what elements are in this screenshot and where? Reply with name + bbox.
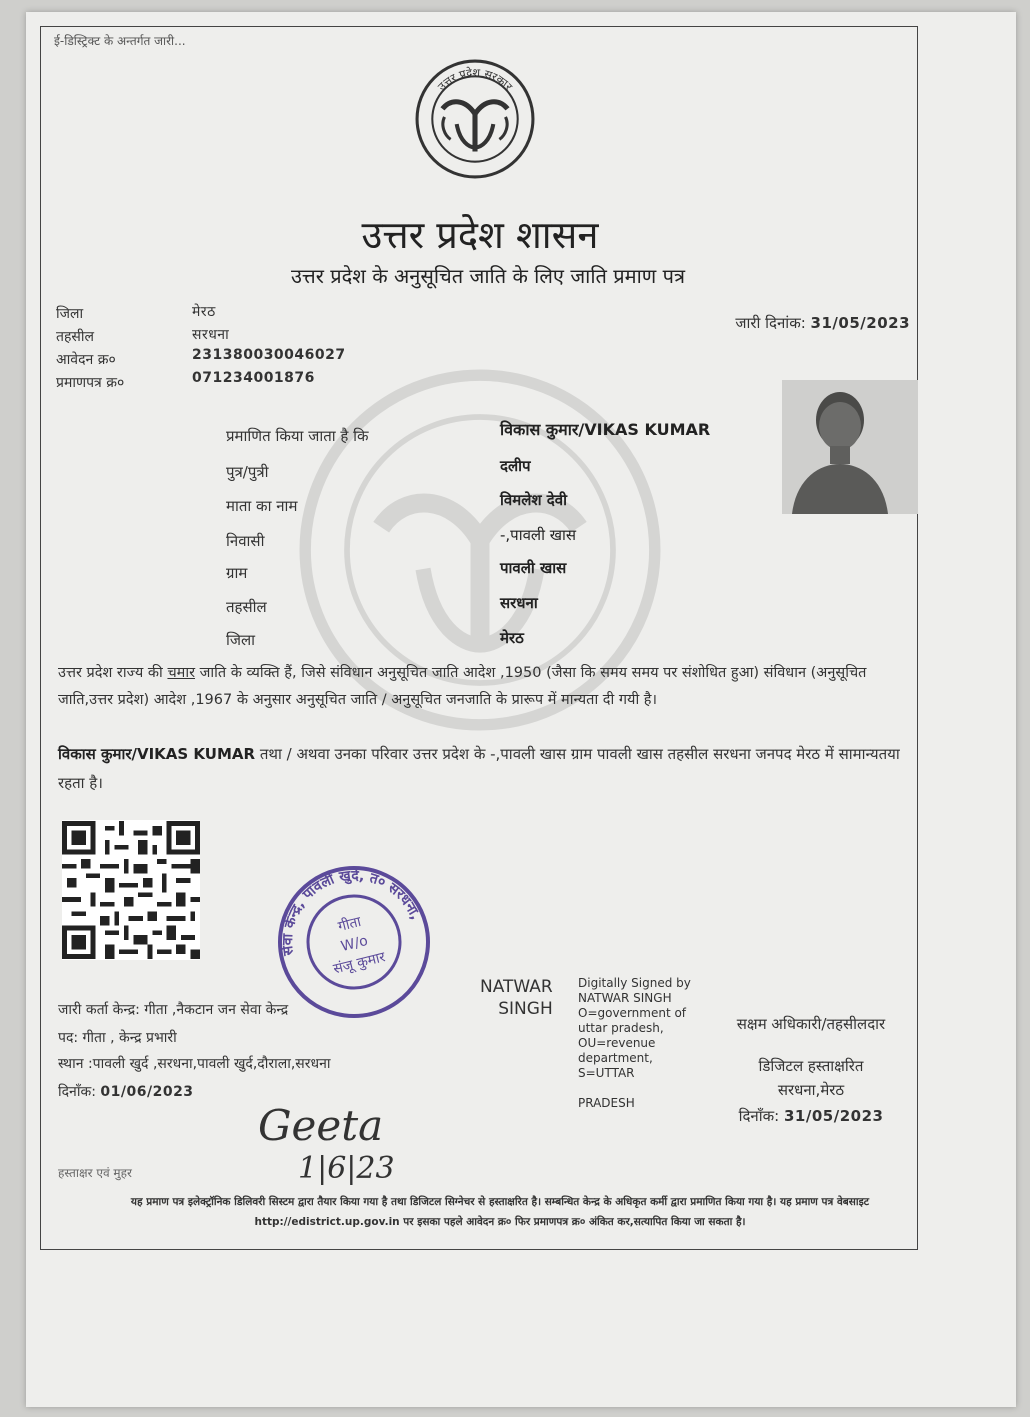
son-daughter-label: पुत्र/पुत्री	[226, 463, 269, 481]
authority-date-label: दिनाँक:	[738, 1107, 780, 1125]
mother-name: विमलेश देवी	[500, 491, 567, 509]
stamp-ring-text: सेवा केन्द्र, पावली खुर्द, त० सरधना,	[279, 867, 424, 957]
resident-value: -,पावली खास	[500, 526, 577, 544]
dsig-line: department,	[578, 1051, 653, 1065]
applicant-photo	[782, 380, 918, 514]
resident-label: निवासी	[226, 532, 265, 550]
header-note: ई-डिस्ट्रिक्ट के अन्तर्गत जारी...	[54, 34, 186, 48]
residence-applicant-name: विकास कुमार/VIKAS KUMAR	[58, 745, 256, 763]
application-number-label: आवेदन क्र०	[56, 352, 116, 368]
caste-statement	[58, 660, 918, 714]
issuer-date-label: दिनाँक:	[58, 1084, 96, 1100]
field-tehsil-value: सरधना	[500, 594, 538, 612]
dsig-line: uttar pradesh,	[578, 1021, 664, 1035]
certificate-number-label: प्रमाणपत्र क्र०	[56, 375, 125, 391]
residence-statement	[58, 740, 918, 798]
certificate-number-value: 071234001876	[192, 370, 315, 386]
district-label: जिला	[56, 306, 84, 322]
signature-date: 1|6|23	[298, 1151, 395, 1186]
mother-name-label: माता का नाम	[226, 497, 298, 515]
caste-statement-pre: उत्तर प्रदेश राज्य की	[58, 665, 168, 681]
village-value: पावली खास	[500, 559, 567, 577]
tehsil-label: तहसील	[56, 329, 94, 345]
authority-date	[706, 1106, 916, 1126]
district-value: मेरठ	[192, 304, 216, 320]
certificate-subtitle: उत्तर प्रदेश के अनुसूचित जाति के लिए जाति प्रमाण पत्र	[290, 264, 686, 288]
qr-code-icon	[62, 820, 200, 960]
issuer-place: स्थान :पावली खुर्द ,सरधना,पावली खुर्द,दौराला,सरधना	[58, 1056, 331, 1072]
stamp-line-1: गीता	[336, 913, 363, 936]
certified-label: प्रमाणित किया जाता है कि	[226, 427, 369, 445]
footer-note: यह प्रमाण पत्र इलेक्ट्रॉनिक डिलिवरी सिस्टम द्वारा तैयार किया गया है तथा डिजिटल सिग्नेचर से हस्ताक्षरित है। सम्बन्धित केन्द्र के अधिकृत कर्मी द्वारा प्रमाणित किया गया है। यह प्रमाण पत्र वेबसाइट http://edistrict.up.gov.in पर इसका पहले आवेदन क्र० फिर प्रमाणपत्र क्र० अंकित कर,सत्यापित किया जा सकता है।	[130, 1196, 870, 1228]
field-district-value: मेरठ	[500, 629, 524, 647]
dsig-line: NATWAR SINGH	[578, 991, 672, 1005]
issuer-date	[58, 1082, 194, 1101]
digital-signature-details	[578, 976, 698, 1111]
page-title: उत्तर प्रदेश शासन	[361, 213, 599, 257]
issue-date	[735, 313, 910, 333]
signer-name-line1: NATWAR	[480, 977, 553, 997]
authority-digital: डिजिटल हस्ताक्षरित	[758, 1057, 864, 1075]
authority-title: सक्षम अधिकारी/तहसीलदार	[736, 1015, 886, 1033]
issuer-post: पद: गीता , केन्द्र प्रभारी	[58, 1030, 177, 1046]
father-name: दलीप	[500, 457, 531, 475]
dsig-line: OU=revenue	[578, 1036, 656, 1050]
field-tehsil-label: तहसील	[226, 598, 267, 616]
dsig-line: O=government of	[578, 1006, 687, 1020]
applicant-name: विकास कुमार/VIKAS KUMAR	[500, 420, 711, 439]
issuer-date-value: 01/06/2023	[100, 1084, 194, 1100]
caste-statement-post: जाति के व्यक्ति हैं, जिसे संविधान अनुसूचित जाति आदेश ,1950 (जैसा कि समय समय पर संशोधित हुआ) संविधान (अनुसूचित जाति,उत्तर प्रदेश) आदेश ,1967 के अनुसार अनुसूचित जाति / अनुसूचित जनजाति के प्रारूप में मान्यता दी गयी है।	[58, 665, 867, 708]
stamp-line-3: संजू कुमार	[331, 949, 387, 978]
dsig-line: S=UTTAR	[578, 1066, 635, 1080]
issue-date-value: 31/05/2023	[810, 314, 910, 332]
center-seal-stamp	[262, 860, 446, 1024]
person-photo-icon	[782, 380, 918, 514]
caste-name: चमार	[167, 665, 196, 681]
dsig-line: PRADESH	[578, 1096, 635, 1110]
up-government-emblem-icon	[414, 58, 536, 180]
signature-label: हस्ताक्षर एवं मुहर	[58, 1166, 132, 1180]
signer-name-line2: SINGH	[498, 999, 553, 1019]
issue-date-label: जारी दिनांक:	[735, 314, 806, 332]
authority-date-value: 31/05/2023	[783, 1107, 884, 1125]
signature-name: Geeta	[258, 1101, 384, 1150]
application-number-value: 231380030046027	[192, 347, 346, 363]
digital-signer-name	[480, 976, 553, 1020]
field-district-label: जिला	[226, 631, 256, 649]
handwritten-signature	[238, 1090, 438, 1190]
dsig-gap	[578, 1081, 698, 1096]
authority-place: सरधना,मेरठ	[777, 1081, 845, 1099]
dsig-line: Digitally Signed by	[578, 976, 691, 990]
tehsil-value: सरधना	[192, 327, 230, 343]
stamp-line-2: W/o	[339, 932, 370, 955]
village-label: ग्राम	[226, 564, 248, 582]
issuing-center: जारी कर्ता केन्द्र: गीता ,नैकटान जन सेवा केन्द्र	[58, 1002, 289, 1018]
emblem-text: उत्तर प्रदेश सरकार	[435, 66, 515, 94]
residence-statement-text: तथा / अथवा उनका परिवार उत्तर प्रदेश के -,पावली खास ग्राम पावली खास तहसील सरधना जनपद मेरठ में सामान्यतया रहता है।	[58, 745, 900, 792]
